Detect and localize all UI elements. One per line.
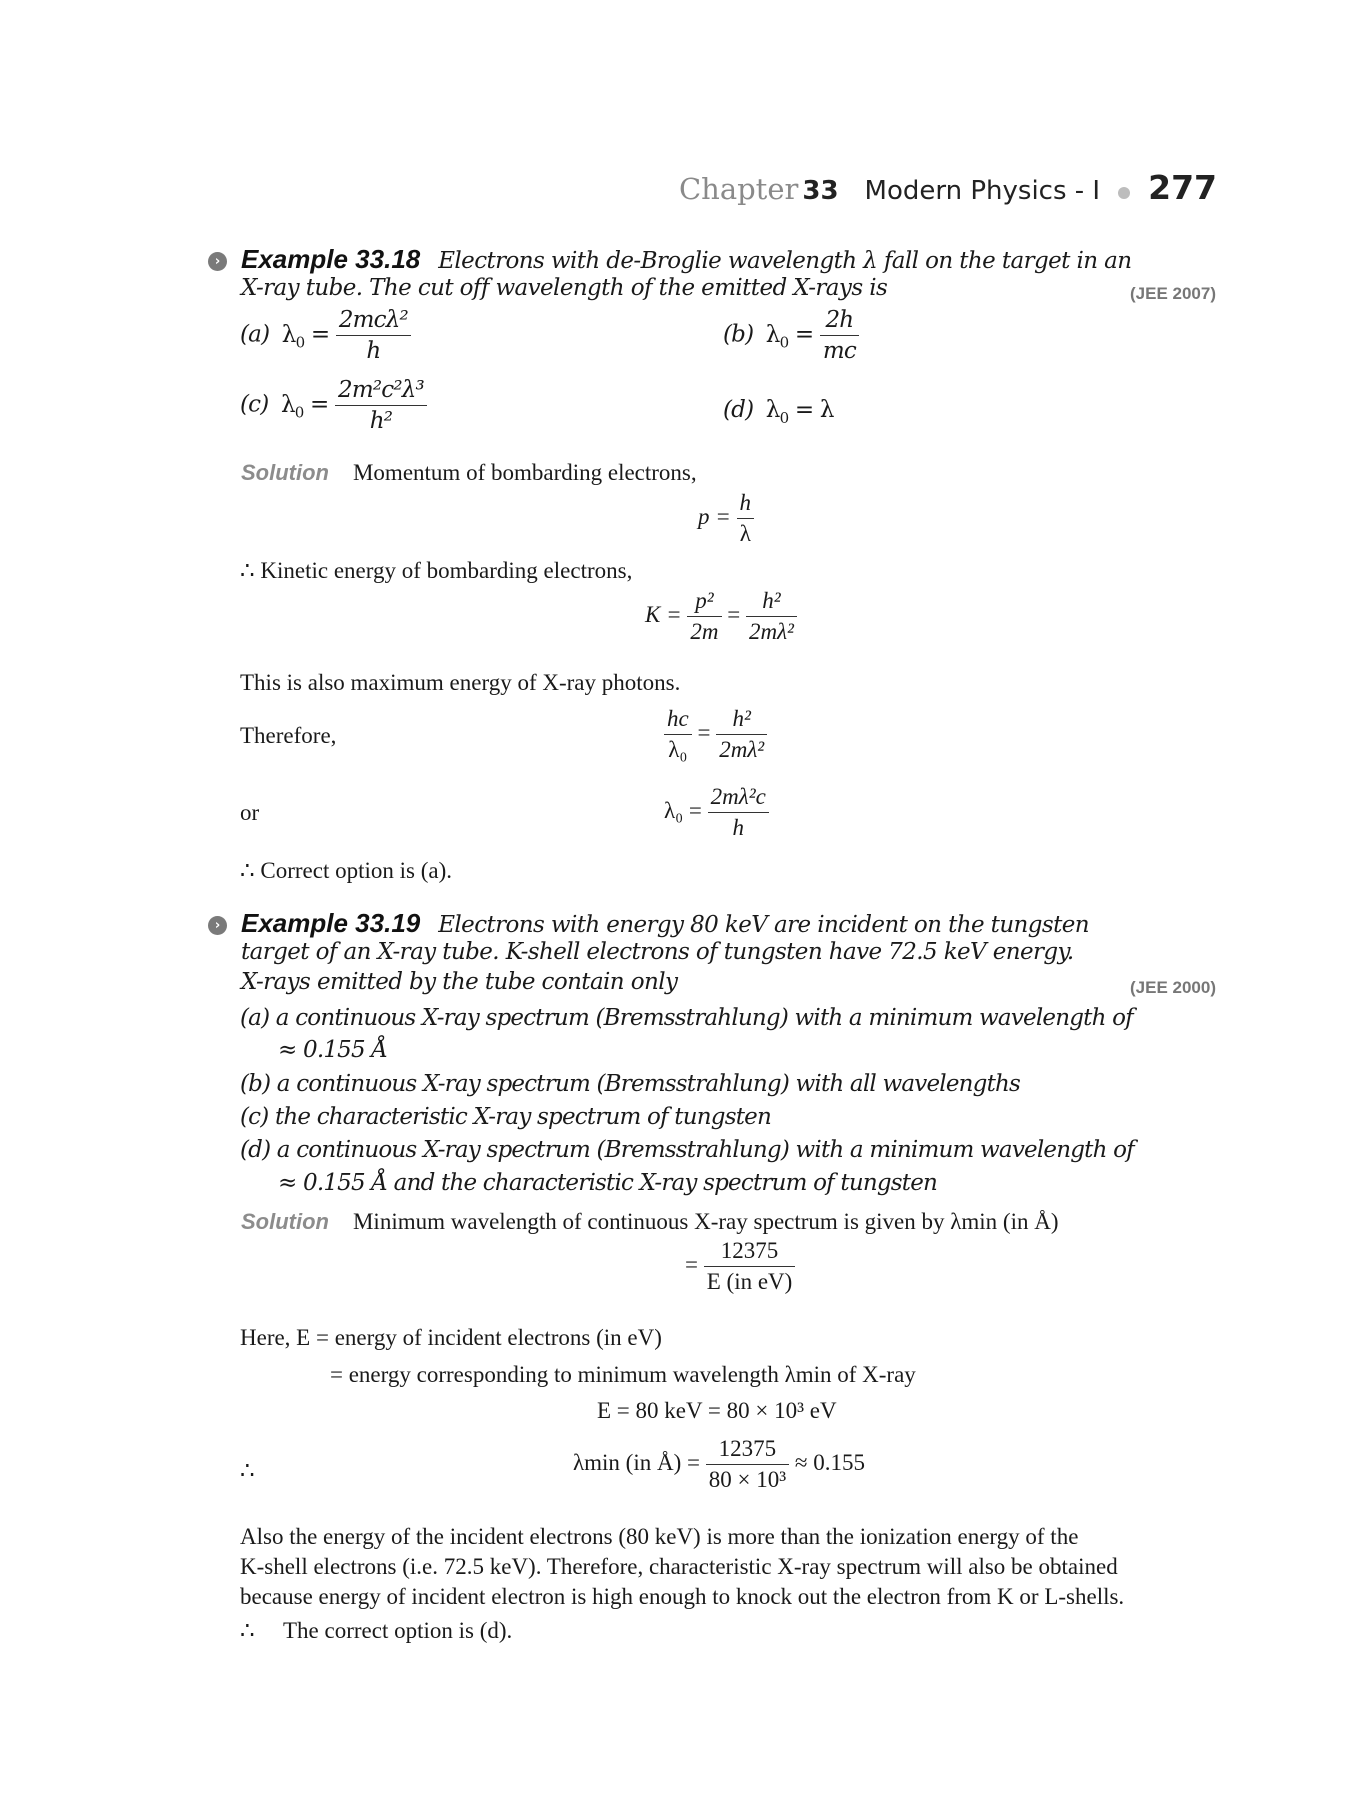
question-text: X-rays emitted by the tube contain only xyxy=(241,969,678,995)
option-d: (d) a continuous X-ray spectrum (Bremsstrahlung) with a minimum wavelength of xyxy=(240,1137,1134,1163)
solution-18-intro: Solution Momentum of bombarding electrons, xyxy=(241,460,697,485)
solution-19-intro: Solution Minimum wavelength of continuous X-ray spectrum is given by λmin (in Å) xyxy=(241,1209,1059,1234)
separator-dot-icon xyxy=(1118,187,1130,199)
solution-label: Solution xyxy=(241,1209,329,1234)
chapter-title: Modern Physics - I xyxy=(864,176,1101,206)
question-text: X-ray tube. The cut off wavelength of the emitted X-rays is xyxy=(241,275,888,301)
chapter-number: 33 xyxy=(802,176,839,206)
therefore-symbol: ∴ xyxy=(240,1458,255,1483)
option-a-continued: ≈ 0.155 Å xyxy=(278,1037,388,1063)
question-text: target of an X-ray tube. K-shell electrons of tungsten have 72.5 keV energy. xyxy=(241,939,1074,965)
equation-momentum: p = $\frac{h}{\lambda}$ xyxy=(698,490,754,547)
exam-source: (JEE 2007) xyxy=(1130,284,1216,303)
equation-lambda-min: = $\frac{12375}{\text{E (in eV)}}$ xyxy=(685,1238,795,1295)
example-label: Example 33.18 xyxy=(241,244,421,274)
equation-photon-energy: $\frac{hc}{\text{λ₀}}$ = $\frac{\text{h²}}{\text{2mλ²}}$ xyxy=(664,706,767,763)
paragraph-line: Also the energy of the incident electrons (80 keV) is more than the ionization energy of the xyxy=(240,1524,1079,1549)
exam-source: (JEE 2000) xyxy=(1130,978,1216,997)
running-header xyxy=(0,168,1217,207)
example-18-question xyxy=(241,244,1132,275)
equation-lambda-min-value: λmin (in Å) = $\frac{12375}{\text{80 × 10³}}$ ≈ 0.155 xyxy=(573,1436,865,1492)
option-a: (a) a continuous X-ray spectrum (Bremsstrahlung) with a minimum wavelength of xyxy=(240,1005,1133,1031)
solution-label: Solution xyxy=(241,460,329,485)
text-line: This is also maximum energy of X-ray photons. xyxy=(240,670,681,695)
example-19-question xyxy=(241,908,1089,939)
option-a: (a) $\lambda_0$ = $\frac{\text{2mcλ²}}{h}$ xyxy=(240,307,411,364)
paragraph-line: K-shell electrons (i.e. 72.5 keV). Therefore, characteristic X-ray spectrum will also be obtained xyxy=(240,1554,1118,1579)
chevron-right-bullet-icon: › xyxy=(208,252,227,271)
text-line: Here, E = energy of incident electrons (in eV) xyxy=(240,1325,662,1350)
equation-energy: E = 80 keV = 80 × 10³ eV xyxy=(597,1398,837,1423)
text-line: = energy corresponding to minimum wavelength λmin of X-ray xyxy=(330,1362,916,1387)
page-number: 277 xyxy=(1148,168,1217,207)
option-b: (b) a continuous X-ray spectrum (Bremsstrahlung) with all wavelengths xyxy=(240,1071,1021,1097)
therefore-symbol: ∴ xyxy=(240,1618,255,1643)
equation-cutoff-wavelength: λ₀ = $\frac{\text{2mλ²c}}{h}$ xyxy=(664,784,769,841)
conclusion-text: The correct option is (d). xyxy=(283,1618,513,1643)
question-text: Electrons with de-Broglie wavelength λ fall on the target in an xyxy=(438,248,1132,274)
text-or: or xyxy=(240,800,260,825)
option-d-continued: ≈ 0.155 Å and the characteristic X-ray spectrum of tungsten xyxy=(278,1170,938,1196)
example-label: Example 33.19 xyxy=(241,908,421,938)
text-line: ∴ Kinetic energy of bombarding electrons, xyxy=(240,558,633,583)
option-c: (c) $\lambda_0$ = $\frac{\text{2m²c²λ³}}{\text{h²}}$ xyxy=(240,377,427,434)
question-text: Electrons with energy 80 keV are incident on the tungsten xyxy=(438,912,1089,938)
option-c: (c) the characteristic X-ray spectrum of tungsten xyxy=(240,1104,771,1130)
text-therefore: Therefore, xyxy=(240,723,337,748)
chapter-word: Chapter xyxy=(678,172,799,206)
paragraph-line: because energy of incident electron is high enough to knock out the electron from K or L-shells. xyxy=(240,1584,1125,1609)
option-d: (d) $\lambda_0 = \lambda$ xyxy=(723,397,834,427)
chevron-right-bullet-icon: › xyxy=(208,916,227,935)
conclusion-text: ∴ Correct option is (a). xyxy=(240,858,452,883)
option-b: (b) $\lambda_0$ = $\frac{2h}{mc}$ xyxy=(723,307,859,364)
equation-kinetic-energy: K = $\frac{\text{p²}}{2m}$ = $\frac{\text{h²}}{\text{2mλ²}}$ xyxy=(645,588,797,645)
